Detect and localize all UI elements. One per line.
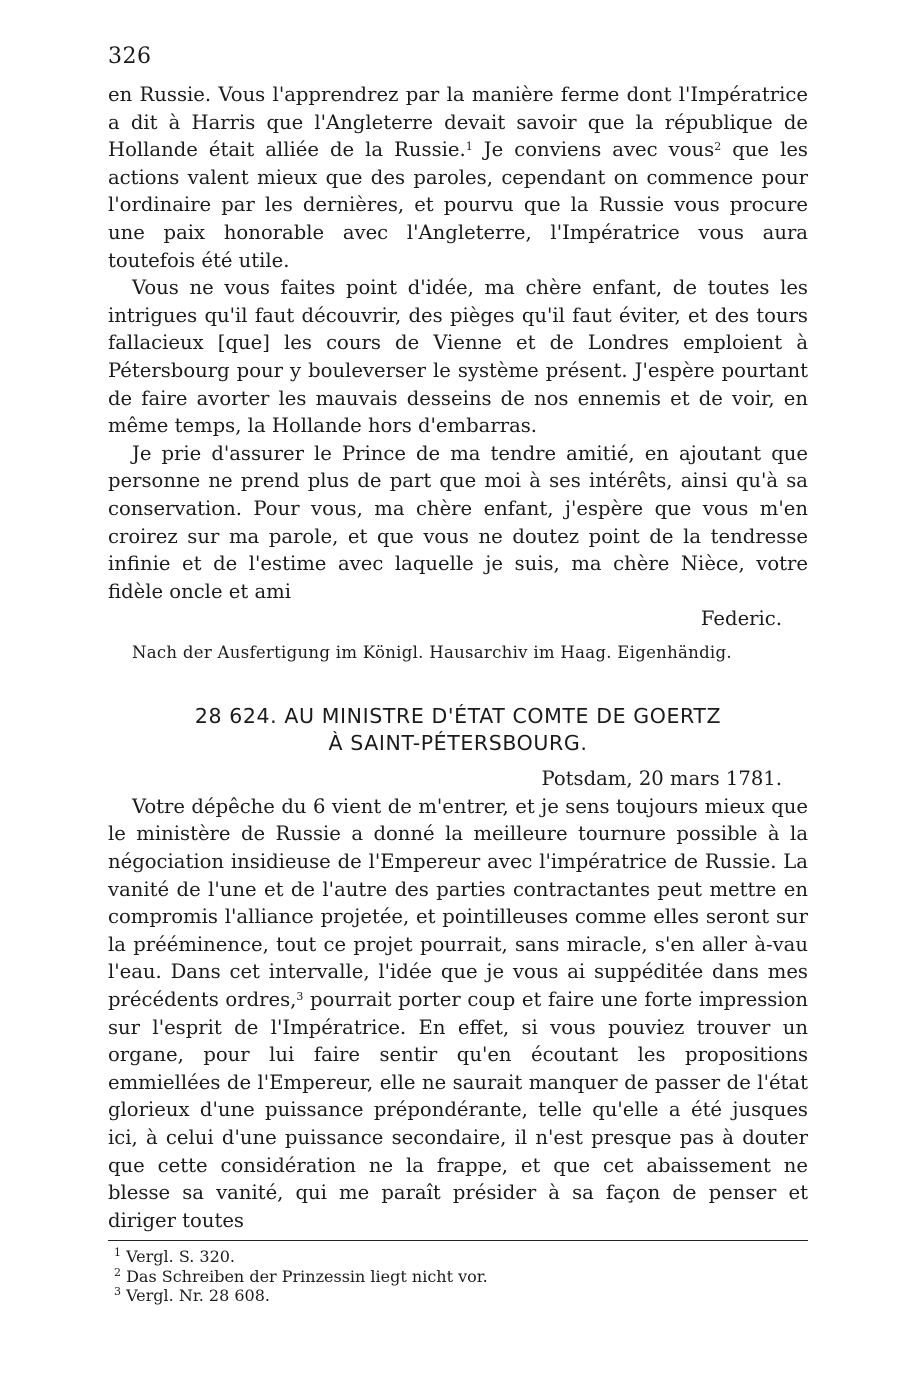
letter2-body-text-b: pourrait porter coup et faire une forte impression sur l'esprit de l'Impératrice. En effet, si vous pouviez trouver un organe, pour lui faire sentir qu'en écoutant les propositions emmiellées de l'Empereur, elle ne saurait manquer de passer de l'état glorieux d'une puissance prépondérante, telle qu'elle a été jusques ici, à celui d'une puissance secondaire, il n'est presque pas à douter que cette considération ne la frappe, et que cet abaissement ne blesse sa vanité, qui me paraît présider à sa façon de penser et diriger toutes — [108, 988, 808, 1232]
heading-line-2: À SAINT-PÉTERSBOURG. — [328, 730, 588, 755]
source-note: Nach der Ausfertigung im Königl. Hausarchiv im Haag. Eigenhändig. — [132, 642, 732, 662]
letter2-body-text-a: Votre dépêche du 6 vient de m'entrer, et je sens toujours mieux que le ministère de Russie a donné la meilleure tournure possible à la négociation insidieuse de l'Empereur avec l'impératrice de Russie. La vanité de l'une et de l'autre des parties contractantes peut mettre en compromis l'alliance projetée, et pointilleuses comme elles seront sur la prééminence, tout ce projet pourrait, sans miracle, s'en aller à-vau l'eau. Dans cet intervalle, l'idée que je vous ai suppéditée dans mes précédents ordres, — [108, 794, 808, 1012]
footnote-2 — [114, 1267, 808, 1287]
footnote-ref-1: 1 — [465, 140, 473, 154]
footnote-ref-3: 3 — [296, 990, 304, 1004]
letter1-paragraph-2: Vous ne vous faites point d'idée, ma chère enfant, de toutes les intrigues qu'il faut découvrir, des pièges qu'il faut éviter, et des tours fallacieux [que] les cours de Vienne et de Londres emploient à Pétersbourg pour y bouleverser le système présent. J'espère pourtant de faire avorter les mauvais desseins de nos ennemis et de voir, en même temps, la Hollande hors d'embarras. — [108, 276, 808, 438]
footnote-text: Vergl. S. 320. — [126, 1247, 236, 1267]
heading-line-1: 28 624. AU MINISTRE D'ÉTAT COMTE DE GOERTZ — [194, 703, 722, 728]
document-page — [108, 44, 808, 1306]
footnote-mark: 2 — [114, 1265, 121, 1279]
page-number: 326 — [108, 44, 152, 69]
letter2-body — [108, 793, 808, 1235]
letter1-paragraph-3: Je prie d'assurer le Prince de ma tendre amitié, en ajoutant que personne ne prend plus de part que moi à ses intérêts, ainsi qu'à sa conservation. Pour vous, ma chère enfant, j'espère que vous m'en croirez sur ma parole, et que vous ne doutez point de la tendresse infinie et de l'estime avec laquelle je suis, ma chère Nièce, votre fidèle oncle et ami — [108, 441, 808, 603]
letter1-p1-text-c: que les actions valent mieux que des paroles, cependant on commence pour l'ordinaire par les dernières, et pourvu que la Russie vous procure une paix honorable avec l'Angleterre, l'Impératrice vous aura toutefois été utile. — [108, 138, 808, 272]
footnote-mark: 1 — [114, 1246, 121, 1260]
footnote-1 — [114, 1247, 808, 1267]
letter1-p1-text-b: Je conviens avec vous — [472, 138, 715, 162]
letter2-heading — [108, 703, 808, 757]
footnotes — [108, 1247, 808, 1306]
letter1-paragraph-1 — [108, 81, 808, 274]
place-date: Potsdam, 20 mars 1781. — [541, 766, 782, 790]
footnote-ref-2: 2 — [714, 140, 722, 154]
footnote-mark: 3 — [114, 1285, 121, 1299]
footnote-text: Vergl. Nr. 28 608. — [126, 1286, 270, 1306]
footnote-text: Das Schreiben der Prinzessin liegt nicht vor. — [126, 1266, 488, 1286]
footnote-3 — [114, 1286, 808, 1306]
letter1-p1-text-a: en Russie. Vous l'apprendrez par la manière ferme dont l'Impératrice a dit à Harris que l'Angleterre devait savoir que la république de Hollande était alliée de la Russie. — [108, 83, 808, 162]
footnote-divider — [108, 1240, 808, 1241]
signature: Federic. — [700, 607, 782, 631]
